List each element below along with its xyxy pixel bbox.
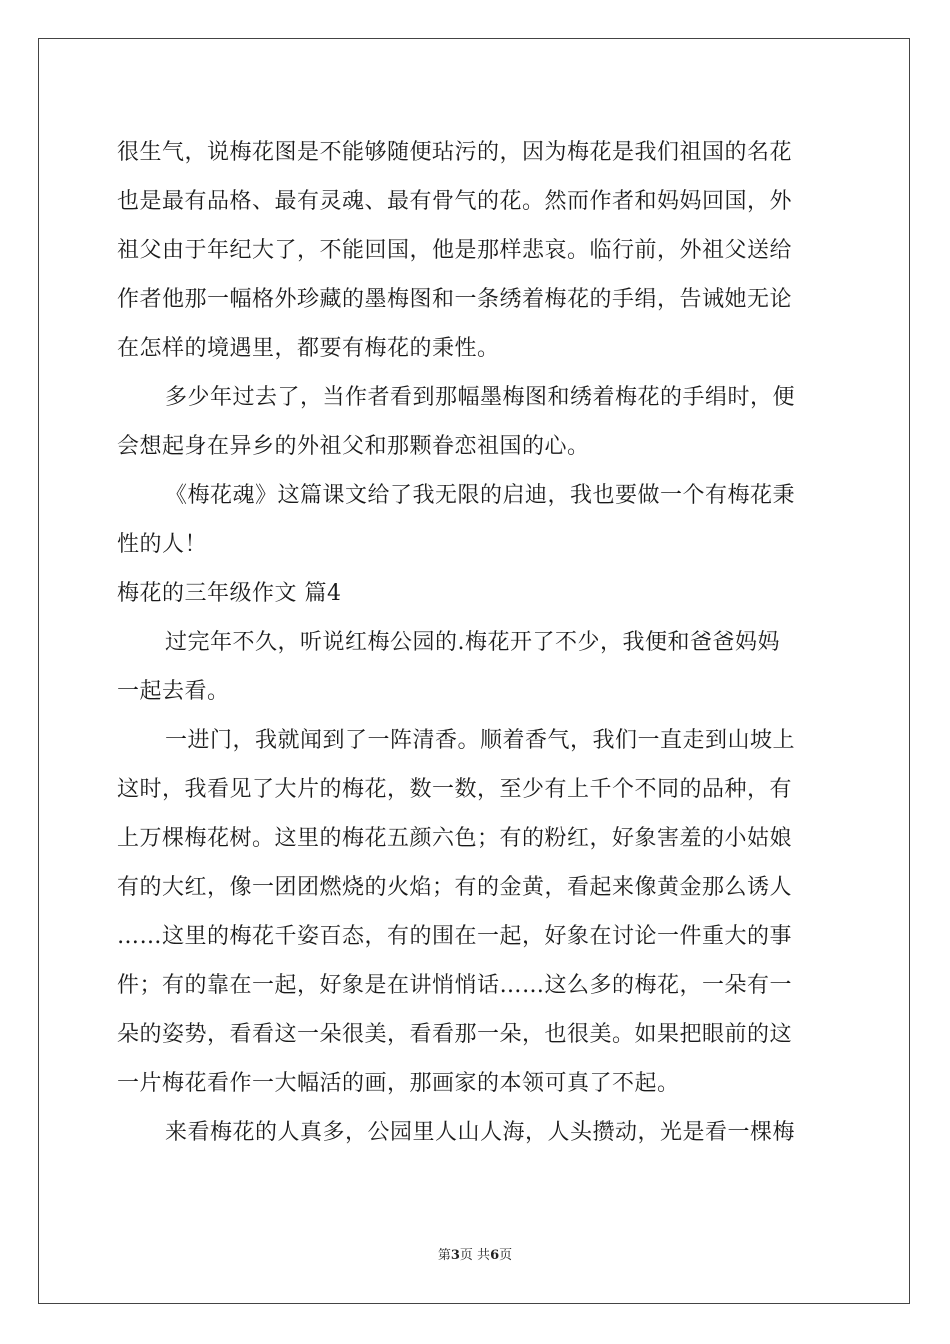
- section-heading: 梅花的三年级作文 篇4: [117, 581, 342, 606]
- text-line: 祖父由于年纪大了，不能回国，他是那样悲哀。临行前，外祖父送给: [117, 238, 793, 263]
- footer-prefix: 第: [437, 1248, 451, 1263]
- text-line: ……这里的梅花千姿百态，有的围在一起，好象在讨论一件重大的事: [117, 924, 793, 949]
- footer-middle: 页 共: [459, 1248, 491, 1263]
- document-body: [117, 128, 837, 1157]
- text-line: 上万棵梅花树。这里的梅花五颜六色；有的粉红，好象害羞的小姑娘: [117, 826, 793, 851]
- text-line: 性的人！: [117, 532, 208, 557]
- text-line: 朵的姿势，看看这一朵很美，看看那一朵，也很美。如果把眼前的这: [117, 1022, 793, 1047]
- text-line: 也是最有品格、最有灵魂、最有骨气的花。然而作者和妈妈回国，外: [117, 189, 793, 214]
- text-line: 一片梅花看作一大幅活的画，那画家的本领可真了不起。: [117, 1071, 680, 1096]
- text-line: 会想起身在异乡的外祖父和那颗眷恋祖国的心。: [117, 434, 590, 459]
- text-line: 过完年不久，听说红梅公园的.梅花开了不少，我便和爸爸妈妈: [165, 630, 780, 655]
- footer-suffix: 页: [499, 1248, 513, 1263]
- text-line: 有的大红，像一团团燃烧的火焰；有的金黄，看起来像黄金那么诱人: [117, 875, 793, 900]
- text-line: 件；有的靠在一起，好象是在讲悄悄话……这么多的梅花，一朵有一: [117, 973, 793, 998]
- page-footer: [0, 1248, 950, 1264]
- text-line: 一进门，我就闻到了一阵清香。顺着香气，我们一直走到山坡上: [165, 728, 796, 753]
- text-line: 来看梅花的人真多，公园里人山人海，人头攒动，光是看一棵梅: [165, 1120, 796, 1145]
- text-line: 一起去看。: [117, 679, 230, 704]
- text-line: 多少年过去了，当作者看到那幅墨梅图和绣着梅花的手绢时，便: [165, 385, 796, 410]
- text-line: 作者他那一幅格外珍藏的墨梅图和一条绣着梅花的手绢，告诫她无论: [117, 287, 793, 312]
- text-line: 这时，我看见了大片的梅花，数一数，至少有上千个不同的品种，有: [117, 777, 793, 802]
- current-page-number: 3: [450, 1248, 460, 1263]
- text-line: 很生气，说梅花图是不能够随便玷污的，因为梅花是我们祖国的名花: [117, 140, 793, 165]
- text-line: 《梅花魂》这篇课文给了我无限的启迪，我也要做一个有梅花秉: [165, 483, 796, 508]
- text-line: 在怎样的境遇里，都要有梅花的秉性。: [117, 336, 500, 361]
- total-pages-number: 6: [490, 1248, 500, 1263]
